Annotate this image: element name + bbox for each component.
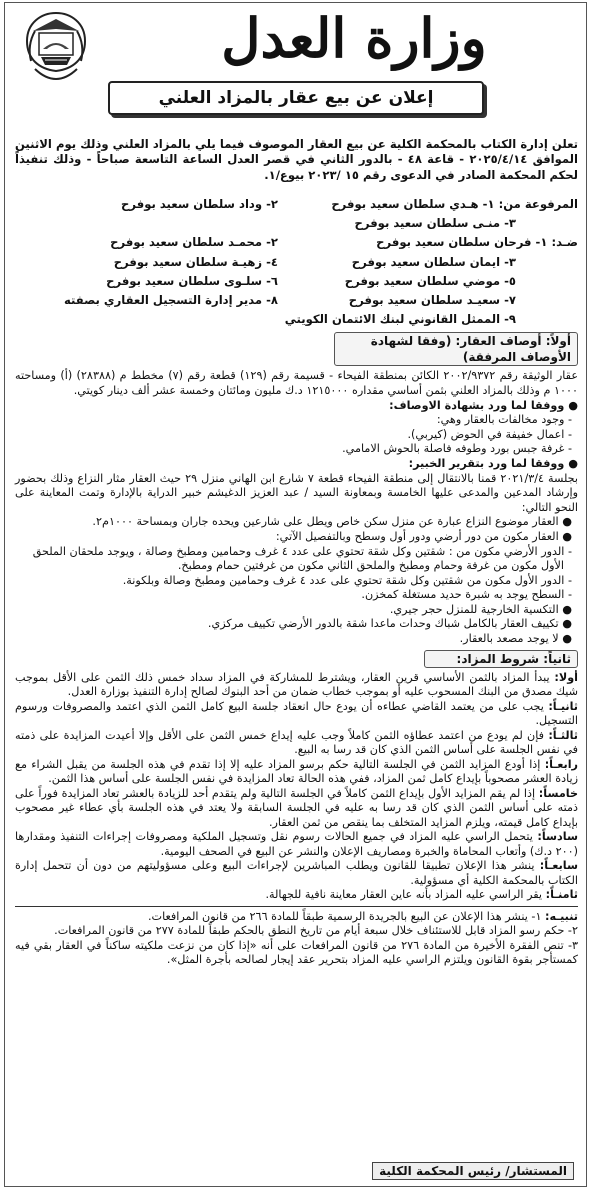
condition-item [15,729,578,758]
list-item: - الدور الأرضي مكون من : شقتين وكل شقة تحتوي على عدد ٤ غرف وحمامين ومطبخ وصالة ، ويوجد ملحقان الملحق الأول مكون من غرفة وحمام ومطبخ والملحق الثاني مكون من غرفتين حمام ومطبخ. [32,544,572,573]
defendants-label: ضـد: [551,235,578,250]
party-name: ٢- وداد سلطان سعيد بوفرح [121,196,278,211]
list-item: - غرفة جبس بورد وطوفه فاصلة بالحوش الامامي. [342,442,572,456]
party-row [15,253,578,272]
party-row [15,310,578,329]
section-heading-conditions: ثانياً: شروط المزاد: [424,650,578,668]
condition-text: ينشر هذا الإعلان تطبيقا للقانون ويطلب المباشرين لإجراءات البيع وعلى مسؤوليتهم من دون أن تتحمل إدارة الكتاب بالمحكمة الكلية أي مسؤولية. [15,859,578,887]
condition-label: خامساً: [538,786,579,800]
party-name: ٣- منـى سلطان سعيد بوفرح [354,216,516,231]
condition-item [15,859,578,888]
party-name: ٢- محمـد سلطان سعيد بوفرح [110,235,278,250]
list-item: ● العقار مكون من دور أرضي ودور أول وسطح وبالتفصيل الآتي: [275,529,572,543]
announcement-body [15,125,578,968]
expert-heading: ● ووفقا لما ورد بتقرير الخبير: [408,456,578,470]
condition-item [15,787,578,831]
announcement-banner: إعلان عن بيع عقار بالمزاد العلني [108,81,484,115]
notes-label: تنبيـه: [545,909,578,923]
condition-text: يتحمل الراسي عليه المزاد في جميع الحالات رسوم نقل وتسجيل الملكية ومصروفات إجراءات التنفيذ ومقدارها (٢٠٠ د.ك) وأتعاب المحاماة والخبرة ومصاريف الإعلان والنشر عن البيع في الصحف اليومية. [15,830,578,858]
header [5,3,586,121]
condition-label: ثانيـاً: [548,699,578,713]
kuwait-emblem-icon [21,9,91,93]
party-name: ٦- سلـوى سلطان سعيد بوفرح [106,273,278,288]
condition-item [15,671,578,700]
expert-paragraph: بجلسة ٢٠٢١/٣/٤ قمنا بالانتقال إلى منطقة الفيحاء قطعة ٧ شارع ابن الهاني منزل ٢٩ حيث العقار مثار النزاع وذلك بحضور وإرشاد المدعين والمدعى عليها الخامسة وبمعاونة السيد / عبد العزيز الدغيشم خبير الدراية بالإدارة وتمت المعاينة على النحو التالي: [15,471,579,514]
condition-label: أولا: [554,670,578,684]
condition-item [15,888,578,903]
party-row [15,214,578,233]
party-row [15,272,578,291]
section-heading-property: أولاً: أوصاف العقار: (وفقا لشهادة الأوصاف المرفقة) [334,332,578,366]
condition-text: فإن لم يودع من اعتمد عطاؤه الثمن كاملاً وجب عليه إيداع خمس الثمن على الأقل وإلا أعيدت المزايدة على ذمته في نفس الجلسة على أساس الثمن الذي كان قد رسا به البيع. [15,728,578,757]
condition-label: رابعـاً: [544,757,578,771]
condition-text: يقر الراسي عليه المزاد بأنه عاين العقار معاينة نافية للجهالة. [265,888,543,902]
ministry-title: وزارة العدل [221,6,487,70]
party-row [15,291,578,310]
note-text: ١- ينشر هذا الإعلان عن البيع بالجريدة الرسمية طبقاً للمادة ٢٦٦ من قانون المرافعات. [147,909,542,923]
list-item: ● لا يوجد مصعد بالعقار. [459,632,572,646]
note-item: ٢- حكم رسو المزاد قابل للاستئناف خلال سبعة أيام من تاريخ النطق بالحكم طبقاً للمادة ٢٧٧ من قانون المرافعات. [54,924,578,938]
party-name: ٣- ايمان سلطان سعيد بوفرح [351,254,516,269]
list-item: - اعمال خفيفة في الحوض (كيربي). [407,427,572,441]
condition-label: ثالثـاً: [548,728,578,742]
condition-text: إذا أودع المزايد الثمن في الجلسة التالية حكم برسو المزاد عليه إلا إذا تقدم في هذه الجلسة من يقبل الشراء مع زيادة العشر مصحوباً بإيداع كامل ثمن المزاد، ففي هذه الحالة تعاد المزايدة في نفس الجلسة على أساس هذا الثمن. [15,757,578,786]
party-name: ١- هـدي سلطان سعيد بوفرح [331,196,495,211]
divider [15,906,578,907]
cert-heading: ● ووفقا لما ورد بشهادة الاوصاف: [389,398,578,412]
party-row [15,195,578,214]
announcement-page [4,2,587,1187]
condition-label: سابعـاً: [539,859,578,873]
list-item: ● العقار موضوع النزاع عبارة عن منزل سكن خاص ويطل على شارعين ويحده جاران وبمساحة ١٠٠٠م٢. [92,515,572,529]
party-name: ٤- زهيـة سلطان سعيد بوفرح [113,254,278,269]
property-paragraph: عقار الوثيقة رقم ٢٠٠٢/٩٣٧٢ الكائن بمنطقة الفيحاء - قسيمة رقم (١٢٩) قطعة رقم (٧) مخطط م (٢٨٣٨٨) (أ) ومساحته ١٠٠٠ م وذلك بالمزاد العلني بثمن أساسي مقداره ١٢١٥٠٠٠ د.ك مليون ومائتان وخمسة عشر ألف دينار كويتي. [15,369,579,397]
list-item: ● التكسية الخارجية للمنزل حجر جيري. [389,602,572,616]
condition-label: ثامنـاً: [545,888,578,902]
list-item: - السطح يوجد به شبرة حديد مستغلة كمخزن. [361,588,572,602]
party-name: ٥- موضي سلطان سعيد بوفرح [344,273,516,288]
list-item: - وجود مخالفات بالعقار وهي: [436,413,572,427]
condition-item [15,758,578,787]
condition-text: يبدأ المزاد بالثمن الأساسي قرين العقار، ويشترط للمشاركة في المزاد سداد خمس ذلك الثمن على الأقل بموجب شيك مصدق من البنك المسحوب عليه أو بموجب خطاب ضمان من أحد البنوك لصالح إدارة التنفيذ بوزارة العدل. [15,670,578,699]
signature: المستشار/ رئيس المحكمة الكلية [372,1162,574,1180]
party-name: ٧- سعيـد سلطان سعيد بوفرح [348,292,516,307]
plaintiffs-label: المرفوعة من: [498,196,578,211]
note-item: ٣- تنص الفقرة الأخيرة من المادة ٢٧٦ من قانون المرافعات على أنه «إذا كان من نزعت ملكيته ساكناً في العقار بقي فيه كمستأجر بقوة القانون ويلتزم الراسي عليه المزاد بتحرير عقد إيجار لصالحه بأجرة المثل». [15,938,579,967]
party-row [15,233,578,252]
condition-text: إذا لم يقم المزايد الأول بإيداع الثمن كاملاً في الجلسة التالية ولم يتقدم أحد للزيادة بالعشر تعاد المزايدة فوراً على ذمته على أساس الثمن الذي كان قد رسا به عليه في الجلسة السابقة ولا يعتد في هذه الجلسة بأي عطاء غير مصحوب بإيداع كامل قيمته، ويلزم المزايد المتخلف بما ينقص من ثمن العقار. [15,786,578,829]
list-item: ● تكييف العقار بالكامل شباك وحدات ماعدا شقة بالدور الأرضي تكييف مركزي. [207,617,572,631]
party-name: ١- فرحان سلطان سعيد بوفرح [376,235,548,250]
list-item: - الدور الأول مكون من شقتين وكل شقة تحتوي على عدد ٤ غرف وحمامين ومطبخ وصالة وبلكونة. [122,573,572,587]
party-name: ٩- الممثل القانوني لبنك الائتمان الكويتي [284,312,516,327]
note-item [15,910,578,925]
party-name: ٨- مدير إدارة التسجيل العقاري بصفته [64,292,278,307]
condition-item [15,830,578,859]
condition-label: سادساً: [537,830,578,844]
condition-text: يجب على من يعتمد القاضي عطاءه أن يودع حال انعقاد جلسة البيع كامل الثمن الذي اعتمد والمصروفات ورسوم التسجيل. [15,699,578,728]
condition-item [15,700,578,729]
parties-block [15,195,578,329]
intro-paragraph: تعلن إدارة الكتاب بالمحكمة الكلية عن بيع العقار الموصوف فيما يلي بالمزاد العلني وذلك يوم الاثنين الموافق ٢٠٢٥/٤/١٤ - قاعة ٤٨ - بالدور الثاني في قصر العدل الساعة التاسعة صباحاً - وذلك تنفيذاً لحكم المحكمة الصادر في الدعوى رقم ١٥ /٢٠٢٣ بيوع/١. [15,136,578,182]
